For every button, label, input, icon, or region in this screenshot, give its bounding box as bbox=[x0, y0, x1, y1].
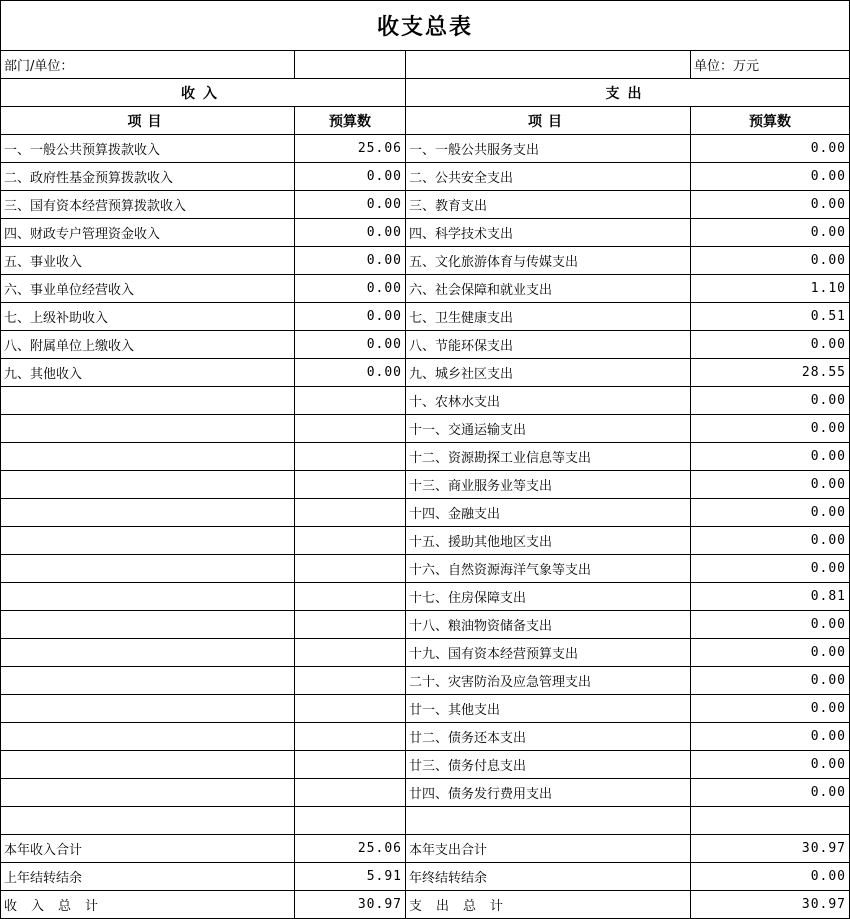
expense-item-label: 廿三、债务付息支出 bbox=[406, 751, 691, 779]
expense-item-value: 0.00 bbox=[691, 499, 850, 527]
income-item-label bbox=[1, 667, 295, 695]
income-grand-value: 30.97 bbox=[295, 891, 406, 919]
total-row bbox=[1, 835, 850, 863]
income-item-label bbox=[1, 751, 295, 779]
income-item-label bbox=[1, 779, 295, 807]
income-item-header: 项目 bbox=[1, 107, 295, 135]
income-item-value bbox=[295, 387, 406, 415]
table-row bbox=[1, 611, 850, 639]
income-item-label: 四、财政专户管理资金收入 bbox=[1, 219, 295, 247]
expense-item-value: 0.00 bbox=[691, 415, 850, 443]
income-item-label: 九、其他收入 bbox=[1, 359, 295, 387]
expense-item-label: 一、一般公共服务支出 bbox=[406, 135, 691, 163]
income-grand-label: 收入总计 bbox=[1, 891, 295, 919]
expense-item-header: 项目 bbox=[406, 107, 691, 135]
expense-item-label: 八、节能环保支出 bbox=[406, 331, 691, 359]
expense-item-label: 十九、国有资本经营预算支出 bbox=[406, 639, 691, 667]
table-row bbox=[1, 275, 850, 303]
table-row bbox=[1, 443, 850, 471]
expense-section-header: 支出 bbox=[406, 79, 850, 107]
unit-label: 单位：万元 bbox=[691, 51, 850, 79]
expense-item-value: 0.00 bbox=[691, 751, 850, 779]
expense-item-label: 六、社会保障和就业支出 bbox=[406, 275, 691, 303]
income-item-value bbox=[295, 555, 406, 583]
income-item-value bbox=[295, 471, 406, 499]
income-item-label bbox=[1, 583, 295, 611]
table-row bbox=[1, 191, 850, 219]
expense-item-label: 廿四、债务发行费用支出 bbox=[406, 779, 691, 807]
expense-item-label: 廿一、其他支出 bbox=[406, 695, 691, 723]
income-item-value: 0.00 bbox=[295, 191, 406, 219]
income-year-value: 25.06 bbox=[295, 835, 406, 863]
blank-cell bbox=[1, 807, 295, 835]
dept-value bbox=[295, 51, 406, 79]
table-row bbox=[1, 471, 850, 499]
income-item-value bbox=[295, 639, 406, 667]
income-item-label bbox=[1, 611, 295, 639]
total-row bbox=[1, 891, 850, 919]
expense-year-label: 本年支出合计 bbox=[406, 835, 691, 863]
total-row bbox=[1, 863, 850, 891]
table-row bbox=[1, 723, 850, 751]
expense-grand-label: 支出总计 bbox=[406, 891, 691, 919]
income-item-value: 0.00 bbox=[295, 303, 406, 331]
expense-item-label: 十一、交通运输支出 bbox=[406, 415, 691, 443]
income-item-value bbox=[295, 667, 406, 695]
dept-label: 部门/单位： bbox=[1, 51, 295, 79]
income-item-label: 五、事业收入 bbox=[1, 247, 295, 275]
table-row bbox=[1, 387, 850, 415]
expense-item-value: 28.55 bbox=[691, 359, 850, 387]
expense-item-value: 0.00 bbox=[691, 331, 850, 359]
income-item-value bbox=[295, 751, 406, 779]
expense-item-label: 三、教育支出 bbox=[406, 191, 691, 219]
expense-item-label: 十六、自然资源海洋气象等支出 bbox=[406, 555, 691, 583]
expense-item-label: 九、城乡社区支出 bbox=[406, 359, 691, 387]
income-year-label: 本年收入合计 bbox=[1, 835, 295, 863]
expense-item-label: 四、科学技术支出 bbox=[406, 219, 691, 247]
income-item-label bbox=[1, 723, 295, 751]
income-item-label: 一、一般公共预算拨款收入 bbox=[1, 135, 295, 163]
table-row bbox=[1, 583, 850, 611]
expense-item-label: 二、公共安全支出 bbox=[406, 163, 691, 191]
expense-item-value: 0.00 bbox=[691, 779, 850, 807]
expense-budget-header: 预算数 bbox=[691, 107, 850, 135]
income-item-value bbox=[295, 611, 406, 639]
income-budget-header: 预算数 bbox=[295, 107, 406, 135]
table-row bbox=[1, 555, 850, 583]
expense-item-value: 0.00 bbox=[691, 191, 850, 219]
income-item-label bbox=[1, 555, 295, 583]
expense-item-value: 0.81 bbox=[691, 583, 850, 611]
income-item-label bbox=[1, 639, 295, 667]
expense-item-label: 十八、粮油物资储备支出 bbox=[406, 611, 691, 639]
blank-row bbox=[1, 807, 850, 835]
blank-cell bbox=[295, 807, 406, 835]
expense-item-label: 十二、资源勘探工业信息等支出 bbox=[406, 443, 691, 471]
blank-cell bbox=[406, 807, 691, 835]
page-title: 收支总表 bbox=[1, 1, 850, 51]
income-item-label bbox=[1, 415, 295, 443]
income-item-value bbox=[295, 695, 406, 723]
blank-cell bbox=[691, 807, 850, 835]
expense-item-label: 二十、灾害防治及应急管理支出 bbox=[406, 667, 691, 695]
table-row bbox=[1, 219, 850, 247]
ending-label: 年终结转结余 bbox=[406, 863, 691, 891]
expense-item-value: 0.00 bbox=[691, 639, 850, 667]
table-row bbox=[1, 331, 850, 359]
income-item-label bbox=[1, 387, 295, 415]
expense-item-value: 0.00 bbox=[691, 555, 850, 583]
expense-item-value: 1.10 bbox=[691, 275, 850, 303]
expense-item-value: 0.00 bbox=[691, 695, 850, 723]
expense-item-value: 0.00 bbox=[691, 135, 850, 163]
table-row bbox=[1, 527, 850, 555]
table-row bbox=[1, 247, 850, 275]
expense-item-value: 0.00 bbox=[691, 387, 850, 415]
table-row bbox=[1, 303, 850, 331]
table-row bbox=[1, 163, 850, 191]
expense-item-label: 七、卫生健康支出 bbox=[406, 303, 691, 331]
income-item-value bbox=[295, 583, 406, 611]
expense-item-label: 十、农林水支出 bbox=[406, 387, 691, 415]
income-item-value: 0.00 bbox=[295, 219, 406, 247]
expense-item-value: 0.00 bbox=[691, 667, 850, 695]
income-item-value: 0.00 bbox=[295, 359, 406, 387]
income-item-label bbox=[1, 527, 295, 555]
income-item-label bbox=[1, 499, 295, 527]
income-item-value bbox=[295, 499, 406, 527]
income-item-value bbox=[295, 723, 406, 751]
income-item-value: 0.00 bbox=[295, 331, 406, 359]
income-item-value bbox=[295, 527, 406, 555]
income-item-value: 0.00 bbox=[295, 163, 406, 191]
income-section-header: 收入 bbox=[1, 79, 406, 107]
expense-item-value: 0.00 bbox=[691, 163, 850, 191]
income-item-value bbox=[295, 443, 406, 471]
table-row bbox=[1, 751, 850, 779]
table-row bbox=[1, 499, 850, 527]
income-item-label: 八、附属单位上缴收入 bbox=[1, 331, 295, 359]
income-item-label: 三、国有资本经营预算拨款收入 bbox=[1, 191, 295, 219]
expense-item-value: 0.00 bbox=[691, 723, 850, 751]
expense-item-label: 廿二、债务还本支出 bbox=[406, 723, 691, 751]
table-row bbox=[1, 639, 850, 667]
income-item-value bbox=[295, 779, 406, 807]
expense-item-value: 0.51 bbox=[691, 303, 850, 331]
table-row bbox=[1, 667, 850, 695]
expense-item-label: 五、文化旅游体育与传媒支出 bbox=[406, 247, 691, 275]
expense-item-value: 0.00 bbox=[691, 443, 850, 471]
income-item-label bbox=[1, 443, 295, 471]
ending-value: 0.00 bbox=[691, 863, 850, 891]
expense-item-value: 0.00 bbox=[691, 611, 850, 639]
carryover-value: 5.91 bbox=[295, 863, 406, 891]
expense-item-value: 0.00 bbox=[691, 527, 850, 555]
table-row bbox=[1, 359, 850, 387]
expense-year-value: 30.97 bbox=[691, 835, 850, 863]
income-item-value: 0.00 bbox=[295, 247, 406, 275]
expense-item-value: 0.00 bbox=[691, 247, 850, 275]
table-row bbox=[1, 135, 850, 163]
income-item-value: 25.06 bbox=[295, 135, 406, 163]
table-row bbox=[1, 779, 850, 807]
expense-item-label: 十三、商业服务业等支出 bbox=[406, 471, 691, 499]
table-row bbox=[1, 415, 850, 443]
income-item-value: 0.00 bbox=[295, 275, 406, 303]
income-item-label: 七、上级补助收入 bbox=[1, 303, 295, 331]
income-item-label: 二、政府性基金预算拨款收入 bbox=[1, 163, 295, 191]
carryover-label: 上年结转结余 bbox=[1, 863, 295, 891]
expense-item-value: 0.00 bbox=[691, 219, 850, 247]
expense-item-label: 十五、援助其他地区支出 bbox=[406, 527, 691, 555]
meta-blank bbox=[406, 51, 691, 79]
income-item-label bbox=[1, 471, 295, 499]
table-row bbox=[1, 695, 850, 723]
income-item-label: 六、事业单位经营收入 bbox=[1, 275, 295, 303]
expense-item-label: 十七、住房保障支出 bbox=[406, 583, 691, 611]
expense-item-value: 0.00 bbox=[691, 471, 850, 499]
income-item-label bbox=[1, 695, 295, 723]
expense-grand-value: 30.97 bbox=[691, 891, 850, 919]
income-item-value bbox=[295, 415, 406, 443]
expense-item-label: 十四、金融支出 bbox=[406, 499, 691, 527]
